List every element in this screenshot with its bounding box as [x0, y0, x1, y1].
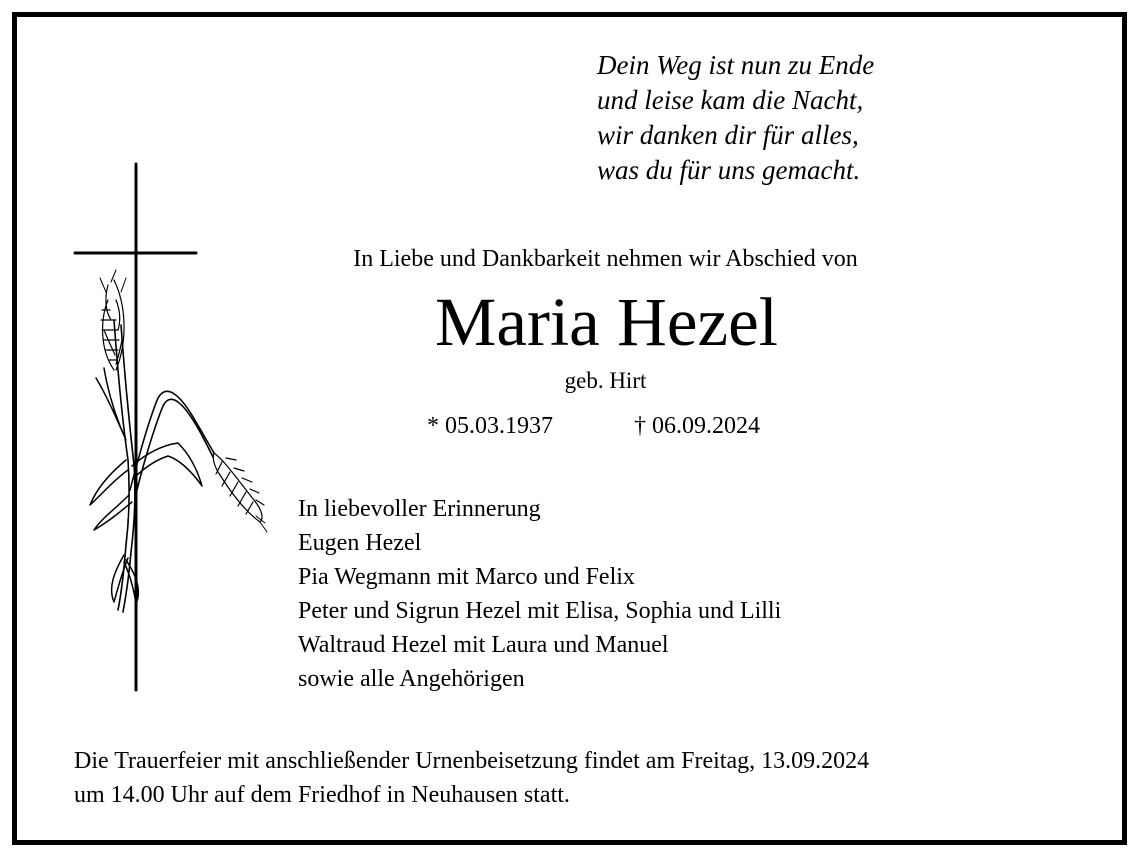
poem-line: und leise kam die Nacht, [597, 85, 864, 115]
poem-line: wir danken dir für alles, [597, 120, 859, 150]
service-announcement [74, 744, 869, 812]
birth-date: * 05.03.1937 [427, 413, 553, 439]
death-date: † 06.09.2024 [634, 413, 760, 439]
poem-line: was du für uns gemacht. [597, 155, 861, 185]
poem-line: Dein Weg ist nun zu Ende [597, 50, 875, 80]
mourners-heading: In liebevoller Erinnerung [298, 496, 541, 522]
service-line: Die Trauerfeier mit anschließender Urnenbeisetzung findet am Freitag, 13.09.2024 [74, 748, 870, 774]
cross-with-wheat-icon [66, 160, 276, 695]
mourner-line: Eugen Hezel [298, 530, 422, 556]
mourner-line: Peter und Sigrun Hezel mit Elisa, Sophia und Lilli [298, 598, 782, 624]
intro-text: In Liebe und Dankbarkeit nehmen wir Abschied von [353, 246, 858, 272]
mourners-list [298, 492, 781, 696]
mourner-line: Pia Wegmann mit Marco und Felix [298, 564, 635, 590]
service-line: um 14.00 Uhr auf dem Friedhof in Neuhausen statt. [74, 782, 570, 808]
mourner-line: Waltraud Hezel mit Laura und Manuel [298, 632, 669, 658]
mourner-line: sowie alle Angehörigen [298, 666, 525, 692]
birth-name: geb. Hirt [564, 368, 647, 393]
deceased-name: Maria Hezel [435, 284, 778, 360]
poem [597, 48, 874, 188]
